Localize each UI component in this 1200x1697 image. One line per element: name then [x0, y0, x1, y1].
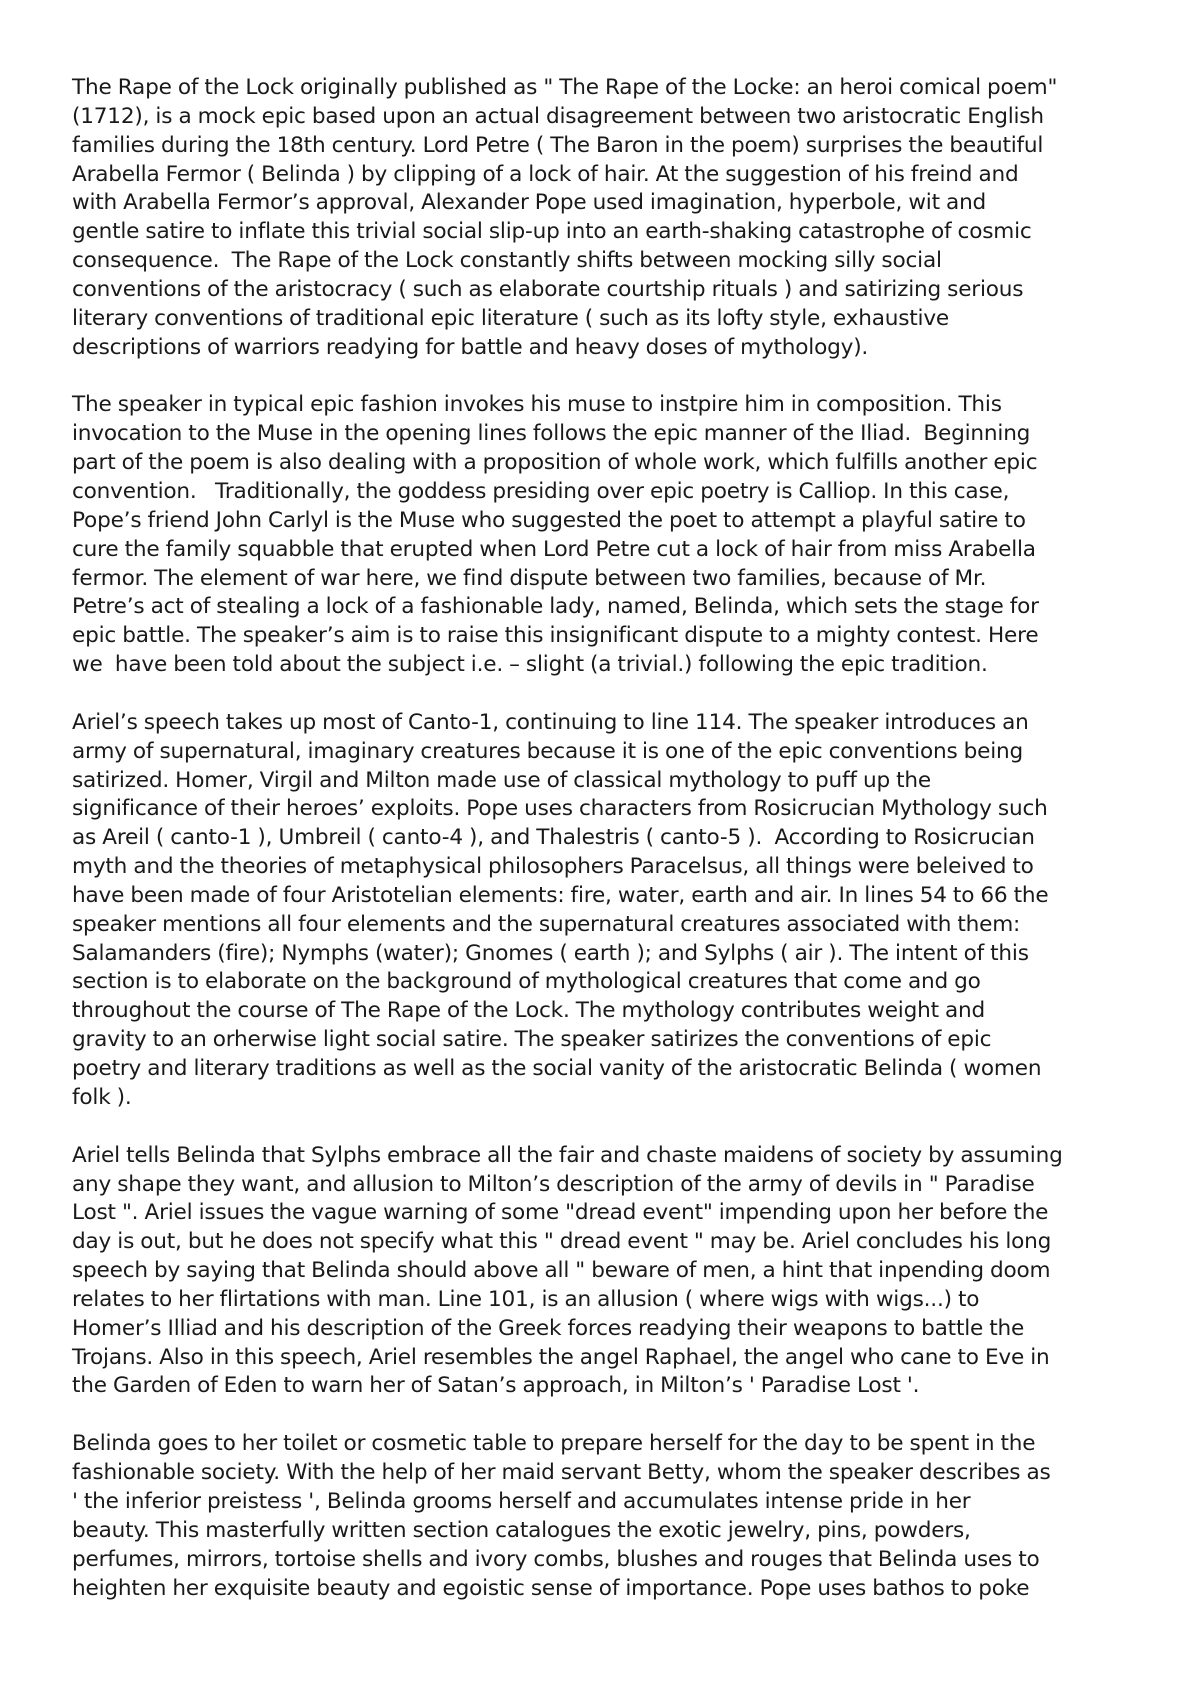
text-line: invocation to the Muse in the opening lines follows the epic manner of the Iliad. Beginning [72, 421, 1031, 447]
text-line: we have been told about the subject i.e. – slight (a trivial.) following the epic tradition. [72, 652, 988, 678]
text-line: conventions of the aristocracy ( such as elaborate courtship rituals ) and satirizing serious [72, 276, 1024, 302]
text-line: convention. Traditionally, the goddess presiding over epic poetry is Calliop. In this case, [72, 478, 1010, 504]
text-line: The speaker in typical epic fashion invokes his muse to instpire him in composition. This [72, 392, 1002, 418]
text-line: speaker mentions all four elements and the supernatural creatures associated with them: [72, 911, 1021, 937]
text-line: Arabella Fermor ( Belinda ) by clipping of a lock of hair. At the suggestion of his freind and [72, 161, 1019, 187]
text-line: gentle satire to inflate this trivial social slip-up into an earth-shaking catastrophe of cosmic [72, 219, 1032, 245]
document-page [72, 74, 1142, 1632]
text-line: have been made of four Aristotelian elements: fire, water, earth and air. In lines 54 to 66 the [72, 882, 1049, 908]
text-line: with Arabella Fermor’s approval, Alexander Pope used imagination, hyperbole, wit and [72, 190, 987, 216]
text-line: speech by saying that Belinda should above all " beware of men, a hint that inpending doom [72, 1258, 1051, 1284]
text-line: the Garden of Eden to warn her of Satan’s approach, in Milton’s ' Paradise Lost '. [72, 1373, 920, 1399]
text-line: cure the family squabble that erupted when Lord Petre cut a lock of hair from miss Arabella [72, 536, 1036, 562]
text-line: section is to elaborate on the background of mythological creatures that come and go [72, 969, 981, 995]
text-line: descriptions of warriors readying for battle and heavy doses of mythology). [72, 334, 869, 360]
text-line: throughout the course of The Rape of the Lock. The mythology contributes weight and [72, 998, 986, 1024]
text-line: heighten her exquisite beauty and egoistic sense of importance. Pope uses bathos to poke [72, 1575, 1030, 1601]
text-line: epic battle. The speaker’s aim is to raise this insignificant dispute to a mighty contest. Here [72, 623, 1039, 649]
text-line: Salamanders (fire); Nymphs (water); Gnomes ( earth ); and Sylphs ( air ). The intent of this [72, 940, 1029, 966]
paragraph-1 [72, 74, 1142, 362]
text-line: fermor. The element of war here, we find dispute between two families, because of Mr. [72, 565, 987, 591]
text-line: as Areil ( canto-1 ), Umbreil ( canto-4 ), and Thalestris ( canto-5 ). According to Rosicrucian [72, 825, 1035, 851]
text-line: Ariel’s speech takes up most of Canto-1, continuing to line 114. The speaker introduces an [72, 709, 1029, 735]
text-line: Petre’s act of stealing a lock of a fashionable lady, named, Belinda, which sets the stage for [72, 594, 1039, 620]
text-line: Ariel tells Belinda that Sylphs embrace all the fair and chaste maidens of society by assuming [72, 1142, 1063, 1168]
text-line: any shape they want, and allusion to Milton’s description of the army of devils in " Paradise [72, 1171, 1035, 1197]
text-line: army of supernatural, imaginary creatures because it is one of the epic conventions being [72, 738, 1024, 764]
paragraph-3 [72, 709, 1142, 1113]
text-line: relates to her flirtations with man. Line 101, is an allusion ( where wigs with wigs...) to [72, 1286, 980, 1312]
text-line: day is out, but he does not specify what this " dread event " may be. Ariel concludes his long [72, 1229, 1052, 1255]
paragraph-2 [72, 391, 1142, 679]
text-line: consequence. The Rape of the Lock constantly shifts between mocking silly social [72, 248, 942, 274]
text-line: satirized. Homer, Virgil and Milton made use of classical mythology to puff up the [72, 767, 931, 793]
text-line: gravity to an orherwise light social satire. The speaker satirizes the conventions of epic [72, 1027, 992, 1053]
paragraph-5 [72, 1430, 1142, 1603]
text-line: part of the poem is also dealing with a proposition of whole work, which fulfills another epic [72, 450, 1038, 476]
text-line: The Rape of the Lock originally published as " The Rape of the Locke: an heroi comical poem" [72, 75, 1058, 100]
text-line: myth and the theories of metaphysical philosophers Paracelsus, all things were beleived to [72, 854, 1034, 880]
text-line: families during the 18th century. Lord Petre ( The Baron in the poem) surprises the beautiful [72, 132, 1044, 158]
text-line: perfumes, mirrors, tortoise shells and ivory combs, blushes and rouges that Belinda uses to [72, 1546, 1040, 1572]
text-line: ' the inferior preistess ', Belinda grooms herself and accumulates intense pride in her [72, 1488, 971, 1514]
text-line: fashionable society. With the help of her maid servant Betty, whom the speaker describes as [72, 1460, 1051, 1486]
text-line: (1712), is a mock epic based upon an actual disagreement between two aristocratic English [72, 103, 1044, 129]
text-line: Belinda goes to her toilet or cosmetic table to prepare herself for the day to be spent in the [72, 1431, 1036, 1457]
text-line: Lost ". Ariel issues the vague warning of some "dread event" impending upon her before the [72, 1200, 1049, 1226]
text-line: poetry and literary traditions as well as the social vanity of the aristocratic Belinda ( women [72, 1056, 1042, 1081]
text-line: folk ). [72, 1084, 132, 1110]
text-line: beauty. This masterfully written section catalogues the exotic jewelry, pins, powders, [72, 1517, 971, 1543]
text-line: literary conventions of traditional epic literature ( such as its lofty style, exhaustive [72, 305, 949, 331]
text-line: significance of their heroes’ exploits. Pope uses characters from Rosicrucian Mythology such [72, 796, 1048, 822]
text-line: Trojans. Also in this speech, Ariel resembles the angel Raphael, the angel who cane to Eve in [72, 1344, 1050, 1370]
paragraph-4 [72, 1142, 1142, 1402]
text-line: Pope’s friend John Carlyl is the Muse who suggested the poet to attempt a playful satire to [72, 507, 1026, 533]
text-line: Homer’s Illiad and his description of the Greek forces readying their weapons to battle the [72, 1315, 1025, 1341]
